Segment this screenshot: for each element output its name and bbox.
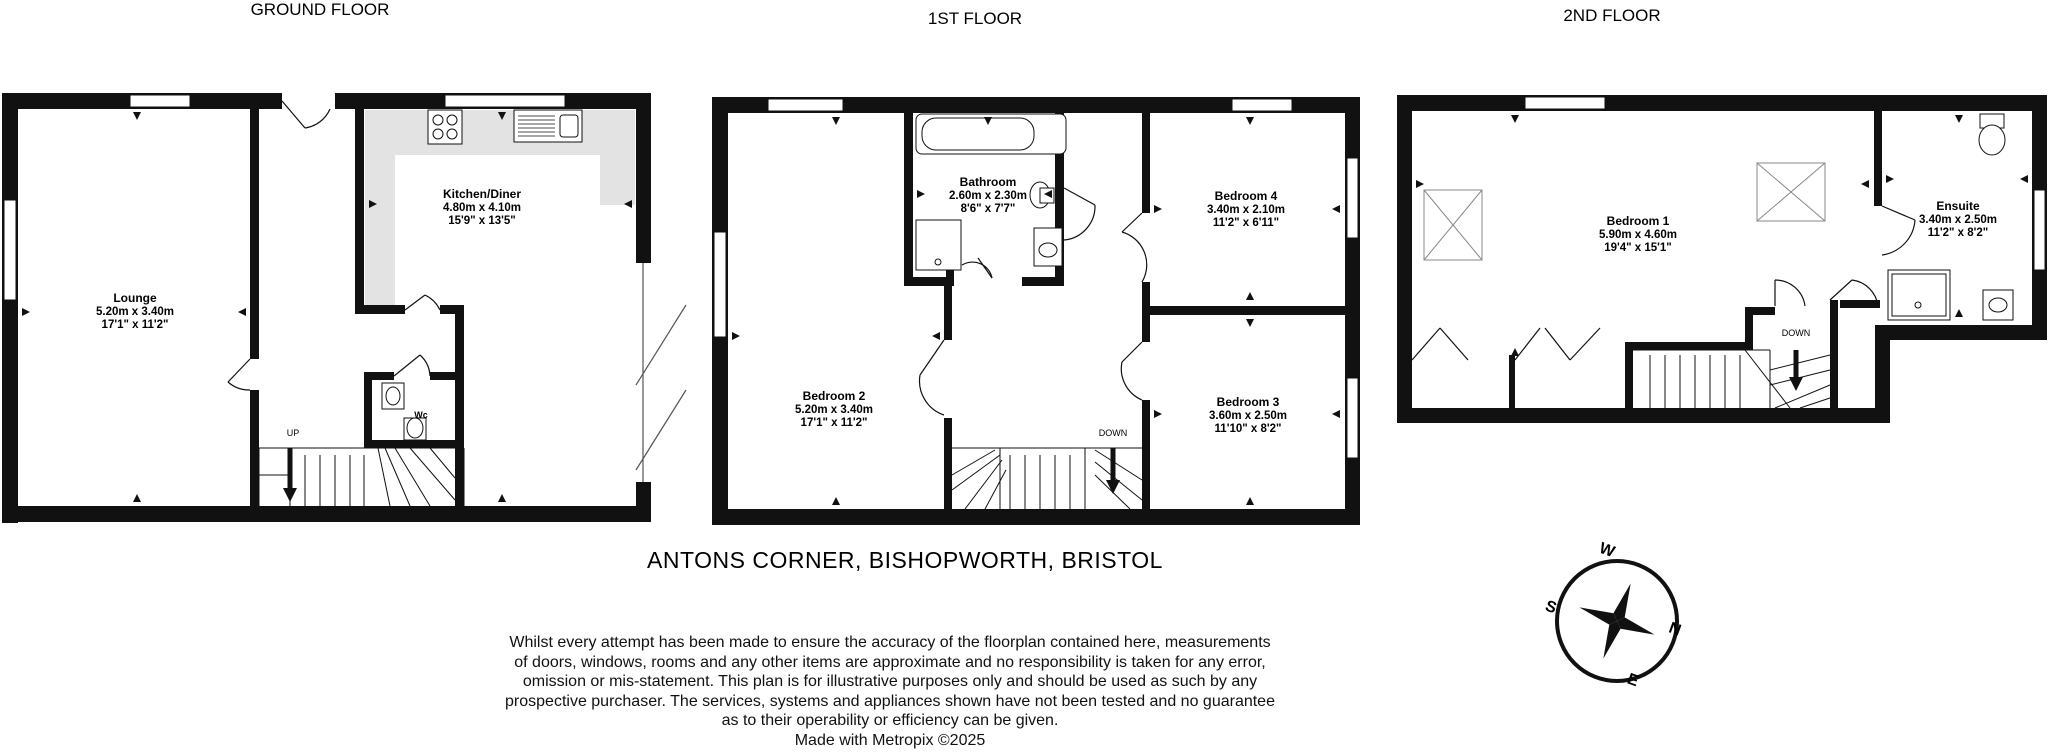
kitchen-metric: 4.80m x 4.10m: [442, 202, 522, 214]
bathroom-name: Bathroom: [959, 175, 1017, 189]
lounge-metric: 5.20m x 3.40m: [95, 306, 175, 318]
bedroom3-north-wall: [1150, 306, 1346, 315]
ensuite-imperial: 11'2" x 8'2": [1927, 227, 1989, 239]
bedroom1-imperial: 19'4" x 15'1": [1604, 242, 1672, 254]
disclaimer: [440, 633, 1340, 750]
second-stair-arrow: [1789, 350, 1803, 391]
disclaimer-line: Whilst every attempt has been made to ensure the accuracy of the floorplan contained here, measurements: [509, 634, 1271, 651]
lounge-side-window: [4, 200, 16, 300]
property-address: ANTONS CORNER, BISHOPWORTH, BRISTOL: [647, 547, 1163, 573]
bedroom3-imperial: 11'10" x 8'2": [1214, 423, 1282, 435]
bedroom4-window: [1232, 99, 1292, 111]
bedroom4-metric: 3.40m x 2.10m: [1206, 204, 1286, 216]
second-north-wall: [1397, 95, 2047, 111]
ground-floor-title: GROUND FLOOR: [250, 0, 390, 19]
first-floor-title: 1ST FLOOR: [927, 9, 1023, 28]
bedroom2-metric: 5.20m x 3.40m: [794, 404, 874, 416]
bedroom4-side-window: [1347, 158, 1358, 238]
bedroom3-side-window: [1347, 378, 1358, 458]
second-floor-title: 2ND FLOOR: [1563, 6, 1661, 25]
second-floor-plan: [1397, 95, 2047, 423]
bedroom1-name: Bedroom 1: [1606, 214, 1670, 228]
ensuite-south-wall: [1875, 325, 2047, 340]
bedroom4-name: Bedroom 4: [1214, 189, 1278, 203]
first-down-label: DOWN: [1098, 428, 1128, 438]
wardrobe-doors: [1412, 328, 1600, 360]
ensuite-metric: 3.40m x 2.50m: [1918, 214, 1998, 226]
compass: [1543, 540, 1683, 690]
wc-east-wall: [455, 305, 464, 506]
kitchen-partition-return: [355, 305, 405, 314]
second-down-label: DOWN: [1781, 328, 1811, 338]
ground-south-wall: [2, 506, 651, 522]
kitchen-partition: [355, 109, 364, 314]
second-south-wall: [1397, 408, 1890, 423]
kitchen-sink: [514, 110, 582, 142]
kitchen-hob: [428, 110, 462, 144]
bedroom2-window: [768, 99, 843, 111]
kitchen-name: Kitchen/Diner: [442, 187, 522, 201]
bedroom4-imperial: 11'2" x 6'11": [1212, 217, 1280, 229]
landing-west-wall: [944, 418, 952, 509]
credit: Made with Metropix ©2025: [794, 731, 986, 749]
up-label: UP: [286, 428, 300, 438]
bedroom3-metric: 3.60m x 2.50m: [1208, 410, 1288, 422]
first-floor-plan: [712, 97, 1360, 525]
compass-s: S: [1542, 597, 1559, 618]
lounge-imperial: 17'1" x 11'2": [101, 319, 169, 331]
lounge-west-wall: [2, 93, 18, 523]
patio-doors: [636, 263, 686, 482]
bathroom-metric: 2.60m x 2.30m: [948, 190, 1028, 202]
lounge-name: Lounge: [113, 291, 157, 305]
bedroom4-west-wall: [1142, 113, 1150, 213]
wc-south-wall: [364, 440, 464, 448]
disclaimer-line: omission or mis-statement. This plan is for illustrative purposes only and should be used as such by any: [522, 673, 1258, 690]
bedroom2-imperial: 17'1" x 11'2": [800, 417, 868, 429]
disclaimer-line: prospective purchaser. The services, systems and appliances shown have not been tested and no guarantee: [505, 692, 1275, 710]
kitchen-window: [445, 95, 565, 107]
lounge-partition-upper: [250, 109, 259, 359]
stair-enclosure-wall: [1625, 342, 1753, 350]
bedroom1-metric: 5.90m x 4.60m: [1598, 229, 1678, 241]
bathroom-west-wall: [904, 113, 913, 285]
bathroom-imperial: 8'6" x 7'7": [960, 203, 1016, 215]
bedroom2-side-window: [714, 232, 726, 337]
second-west-wall: [1397, 95, 1412, 423]
compass-w: W: [1596, 539, 1617, 562]
lounge-window: [130, 95, 190, 107]
wc-label: Wc: [414, 410, 428, 420]
kitchen-imperial: 15'9" x 13'5": [448, 215, 516, 227]
bedroom3-name: Bedroom 3: [1216, 395, 1280, 409]
bedroom1-window: [1525, 97, 1605, 109]
ensuite-name: Ensuite: [1936, 199, 1980, 213]
first-south-wall: [712, 509, 1360, 525]
ensuite-west-wall: [1874, 111, 1882, 206]
disclaimer-line: of doors, windows, rooms and any other items are approximate and no responsibility is taken for any error,: [514, 653, 1266, 671]
disclaimer-line: as to their operability or efficiency can be given.: [721, 712, 1059, 729]
ground-east-wall-upper: [636, 93, 651, 263]
compass-e: E: [1624, 670, 1641, 691]
compass-n: N: [1666, 619, 1684, 640]
lounge-partition-lower: [250, 390, 259, 506]
bedroom2-name: Bedroom 2: [802, 389, 866, 403]
ensuite-window: [2034, 190, 2045, 270]
front-door: [282, 101, 305, 128]
